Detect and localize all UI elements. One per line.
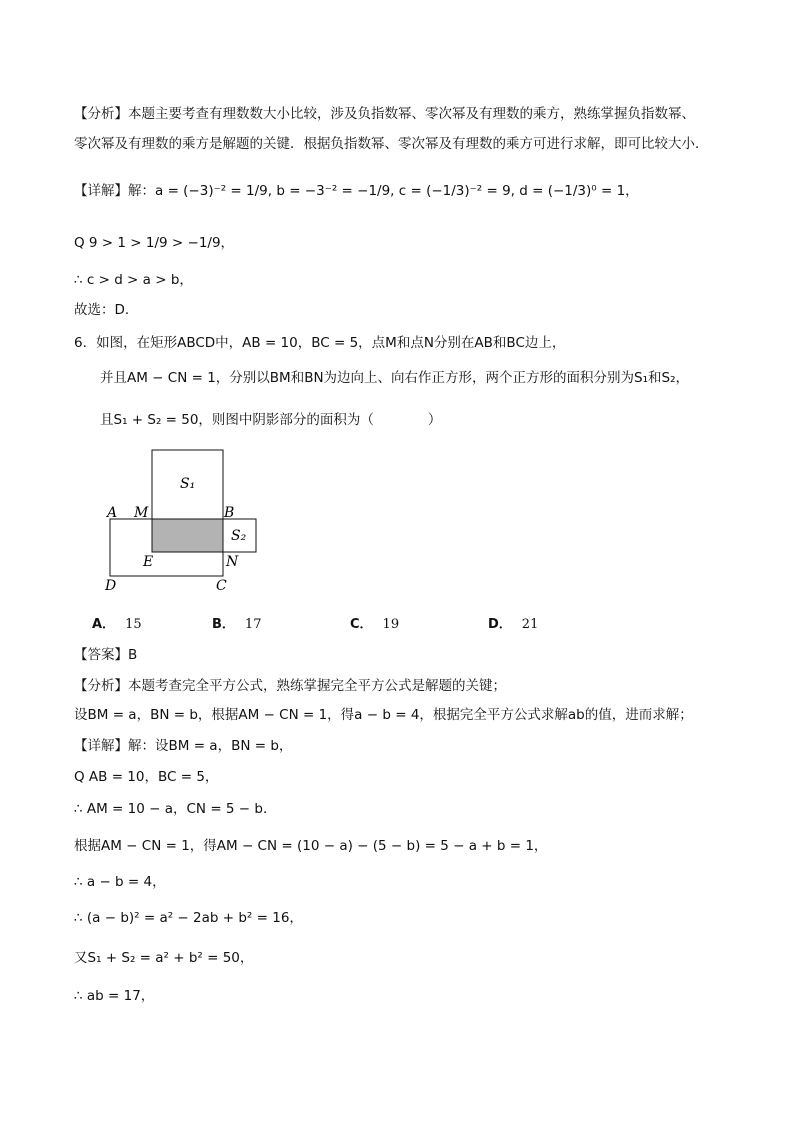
question-stem-2: 并且AM − CN = 1，分别以BM和BN为边向上、向右作正方形，两个正方形的面积分别为S₁和S₂， xyxy=(100,370,690,386)
step-4: ∴ a − b = 4， xyxy=(74,874,166,890)
detail-line: 【详解】解：a = (−3)⁻² = 1/9, b = −3⁻² = −1/9, c = (−1/3)⁻² = 9, d = (−1/3)⁰ = 1， xyxy=(74,183,639,199)
step-6: 又S₁ + S₂ = a² + b² = 50， xyxy=(74,950,254,966)
option-b: B． 17 xyxy=(212,617,262,632)
question-stem-3: 且S₁ + S₂ = 50，则图中阴影部分的面积为（ ） xyxy=(100,412,442,428)
label-a: A xyxy=(107,505,118,521)
step-5: ∴ (a − b)² = a² − 2ab + b² = 16， xyxy=(74,910,303,926)
answer-setup: 设BM = a，BN = b，根据AM − CN = 1，得a − b = 4，根据完全平方公式求解ab的值，进而求解； xyxy=(74,707,693,723)
label-m: M xyxy=(134,505,149,521)
label-n: N xyxy=(226,554,239,570)
step-2: ∴ AM = 10 − a，CN = 5 − b． xyxy=(74,801,277,817)
answer-line: 【答案】B xyxy=(74,647,138,663)
geometry-figure xyxy=(95,440,275,600)
because-line: Q 9 > 1 > 1/9 > −1/9， xyxy=(74,235,235,251)
shaded-region xyxy=(152,519,223,552)
option-a: A． 15 xyxy=(92,617,142,632)
therefore-line: ∴ c > d > a > b， xyxy=(74,272,193,288)
option-d: D． 21 xyxy=(488,617,539,632)
label-e: E xyxy=(143,554,154,570)
analysis-line-2: 零次幂及有理数的乘方是解题的关键．根据负指数幂、零次幂及有理数的乘方可进行求解，即可比较大小． xyxy=(74,136,709,152)
step-3: 根据AM − CN = 1，得AM − CN = (10 − a) − (5 − b) = 5 − a + b = 1， xyxy=(74,838,548,854)
label-b: B xyxy=(224,505,235,521)
label-d: D xyxy=(105,578,117,594)
label-c: C xyxy=(216,578,227,594)
choice-line: 故选：D． xyxy=(74,302,139,318)
step-7: ∴ ab = 17， xyxy=(74,988,155,1004)
step-1: Q AB = 10，BC = 5， xyxy=(74,769,219,785)
option-c: C． 19 xyxy=(350,617,400,632)
answer-detail: 【详解】解：设BM = a，BN = b， xyxy=(74,738,293,754)
analysis-line-1: 【分析】本题主要考查有理数数大小比较，涉及负指数幂、零次幂及有理数的乘方，熟练掌握负指数幂、 xyxy=(74,106,695,122)
label-s1: S₁ xyxy=(180,476,196,492)
question-stem-1: 6．如图，在矩形ABCD中，AB = 10，BC = 5，点M和点N分别在AB和BC边上， xyxy=(74,335,566,351)
label-s2: S₂ xyxy=(231,528,247,544)
answer-analysis: 【分析】本题考查完全平方公式，熟练掌握完全平方公式是解题的关键； xyxy=(74,678,506,694)
